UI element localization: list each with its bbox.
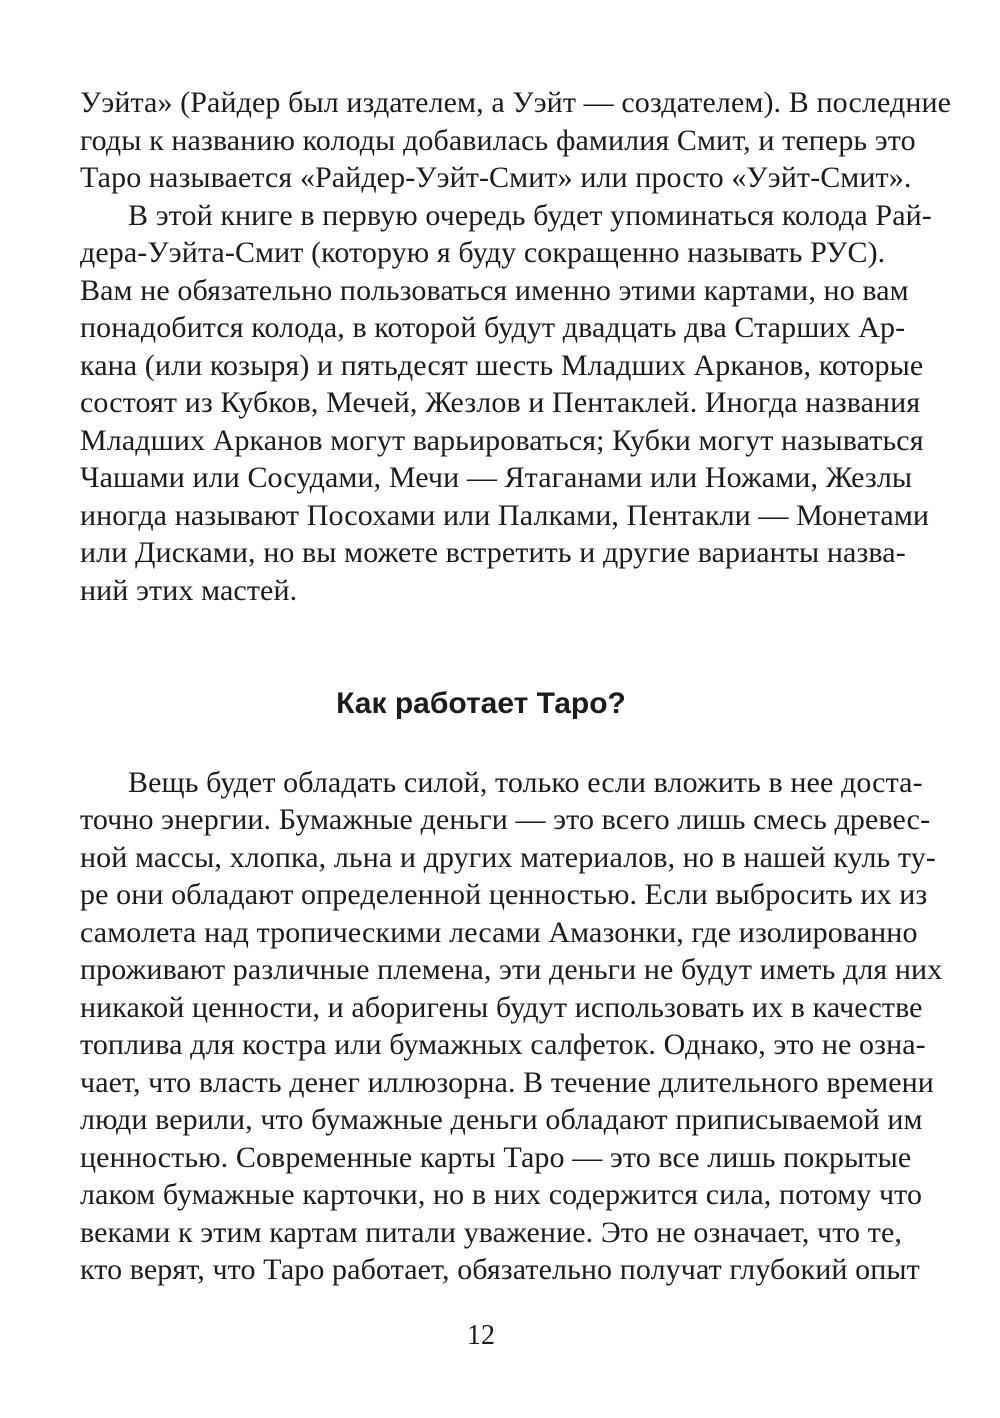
paragraph-line: чает, что власть денег иллюзорна. В течение длительного времени: [80, 1066, 934, 1099]
paragraph-line: годы к названию колоды добавилась фамилия Смит, и теперь это: [80, 124, 916, 157]
paragraph-line: люди верили, что бумажные деньги обладают приписываемой им: [80, 1103, 923, 1136]
paragraph-line: понадобится колода, в которой будут двадцать два Старших Ар-: [80, 311, 906, 344]
paragraph-line: веками к этим картам питали уважение. Это не означает, что те,: [80, 1216, 902, 1249]
paragraph-line: ценностью. Современные карты Таро — это все лишь покрытые: [80, 1141, 912, 1174]
paragraph-line: топлива для костра или бумажных салфеток. Однако, это не озна-: [80, 1028, 926, 1061]
paragraph-line: Вам не обязательно пользоваться именно этими картами, но вам: [80, 274, 909, 307]
page-number: 12: [467, 1320, 495, 1351]
paragraph-line: Уэйта» (Райдер был издателем, а Уэйт — создателем). В последние: [80, 86, 952, 119]
paragraph-line: самолета над тропическими лесами Амазонки, где изолированно: [80, 916, 918, 949]
paragraph-line: никакой ценности, и аборигены будут использовать их в качестве: [80, 991, 923, 1024]
paragraph-line: кана (или козыря) и пятьдесят шесть Младших Арканов, которые: [80, 349, 924, 382]
paragraph-line: Вещь будет обладать силой, только если вложить в нее доста-: [128, 766, 923, 799]
paragraph-line: иногда называют Посохами или Палками, Пентакли — Монетами: [80, 499, 930, 532]
paragraph-line: Таро называется «Райдер-Уэйт-Смит» или просто «Уэйт-Смит».: [80, 161, 912, 194]
paragraph-line: ной массы, хлопка, льна и других материалов, но в нашей куль ту-: [80, 841, 936, 874]
paragraph-line: состоят из Кубков, Мечей, Жезлов и Пентаклей. Иногда названия: [80, 386, 921, 419]
paragraph-line: ре они обладают определенной ценностью. Если выбросить их из: [80, 878, 928, 911]
paragraph-line: точно энергии. Бумажные деньги — это всего лишь смесь древес-: [80, 803, 931, 836]
paragraph-line: проживают различные племена, эти деньги не будут иметь для них: [80, 953, 943, 986]
paragraph-line: лаком бумажные карточки, но в них содержится сила, потому что: [80, 1178, 923, 1211]
paragraph-line: кто верят, что Таро работает, обязательно получат глубокий опыт: [80, 1253, 920, 1286]
paragraph-line: Чашами или Сосудами, Мечи — Ятаганами или Ножами, Жезлы: [80, 461, 913, 494]
paragraph-line: В этой книге в первую очередь будет упоминаться колода Рай-: [128, 199, 932, 232]
paragraph-line: или Дисками, но вы можете встретить и другие варианты назва-: [80, 536, 906, 569]
section-heading: Как работает Таро?: [336, 687, 626, 720]
paragraph-line: Младших Арканов могут варьироваться; Кубки могут называться: [80, 424, 924, 457]
paragraph-line: ний этих мастей.: [80, 574, 298, 607]
paragraph-line: дера-Уэйта-Смит (которую я буду сокращенно называть РУС).: [80, 236, 886, 269]
